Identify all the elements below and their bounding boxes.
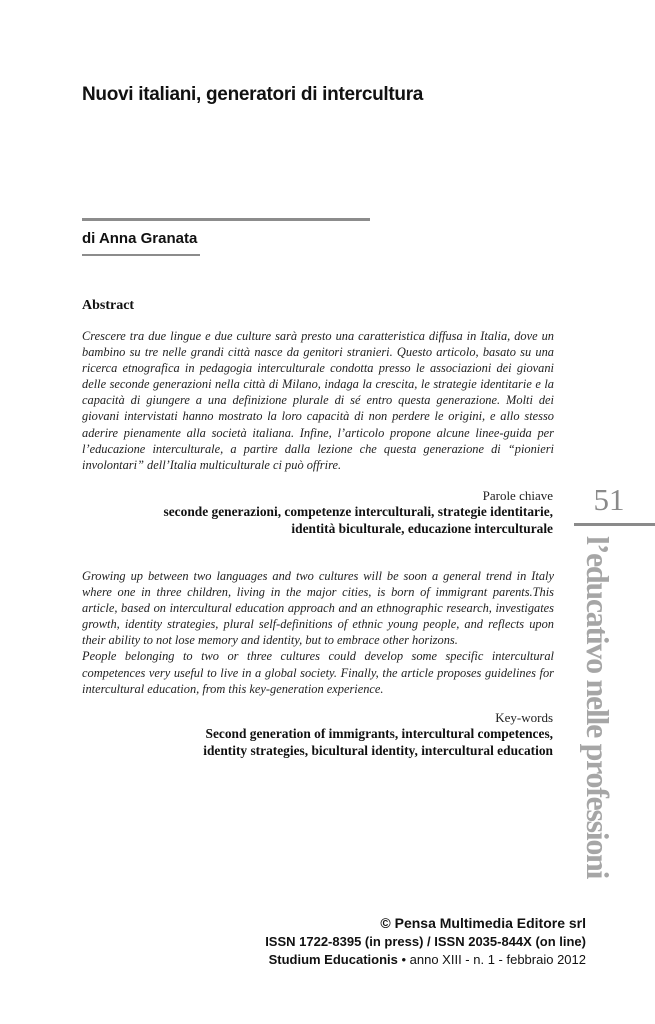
- footer-issn: ISSN 1722-8395 (in press) / ISSN 2035-844X (on line): [265, 934, 586, 949]
- abstract-heading: Abstract: [82, 298, 135, 313]
- page-number: 51: [593, 482, 625, 517]
- italian-keywords-line: seconde generazioni, competenze interculturali, strategie identitarie,: [163, 504, 553, 519]
- title-divider: [82, 218, 370, 221]
- italian-keywords-label: Parole chiave: [482, 488, 553, 503]
- abstract-english-paragraph: Growing up between two languages and two cultures will be soon a general trend in Italy where one in three children, living in the major cities, is born of immigrant parents.This article, based on intercultural education approach and an ethnographic research, investigates growth, identity strategies, plural self-definitions of ethnic young people, and reflects upon their ability to not lose memory and identity, but to embrace other horizons.: [82, 569, 554, 648]
- abstract-italian: [82, 328, 554, 473]
- abstract-english-paragraph: People belonging to two or three cultures could develop some specific intercultural competences very useful to live in a global society. Finally, the article proposes guidelines for intercultural education, from this key-generation experience.: [82, 649, 554, 696]
- author-name: di Anna Granata: [82, 230, 198, 247]
- footer-publisher: © Pensa Multimedia Editore srl: [380, 915, 586, 931]
- footer-journal-issue: [269, 952, 586, 967]
- english-keywords-label: Key-words: [495, 710, 553, 725]
- sidebar-divider: [574, 523, 655, 526]
- english-keywords-line: identity strategies, bicultural identity, intercultural education: [203, 743, 553, 758]
- journal-name: Studium Educationis: [268, 952, 398, 967]
- issue-info: • anno XIII - n. 1 - febbraio 2012: [397, 952, 586, 967]
- author-underline: [82, 254, 200, 256]
- article-title: Nuovi italiani, generatori di intercultura: [82, 84, 424, 105]
- italian-keywords-line: identità biculturale, educazione interculturale: [291, 521, 553, 536]
- section-title-vertical: l’educativo nelle professioni: [580, 536, 616, 879]
- english-keywords: [203, 725, 553, 759]
- abstract-italian-paragraph: Crescere tra due lingue e due culture sarà presto una caratteristica diffusa in Italia, dove un bambino su tre nelle grandi città nasce da genitori stranieri. Questo articolo, basato su una ricerca etnografica in pedagogia interculturale condotta presso le associazioni dei giovani delle seconde generazioni nella città di Milano, indaga la crescita, le strategie identitarie e la capacità di giungere a una definizione plurale di sé entro questa generazione. Molti dei giovani intervistati hanno mostrato la loro capacità di non perdere le origini, e allo stesso aderire pienamente alla società italiana. Infine, l’articolo propone alcune linee-guida per l’educazione interculturale, a partire dalla lezione che questa generazione di “pionieri involontari” dell’Italia multiculturale ci può offrire.: [82, 329, 554, 472]
- italian-keywords: [164, 503, 553, 537]
- english-keywords-line: Second generation of immigrants, intercultural competences,: [205, 726, 553, 741]
- abstract-english: [82, 568, 554, 697]
